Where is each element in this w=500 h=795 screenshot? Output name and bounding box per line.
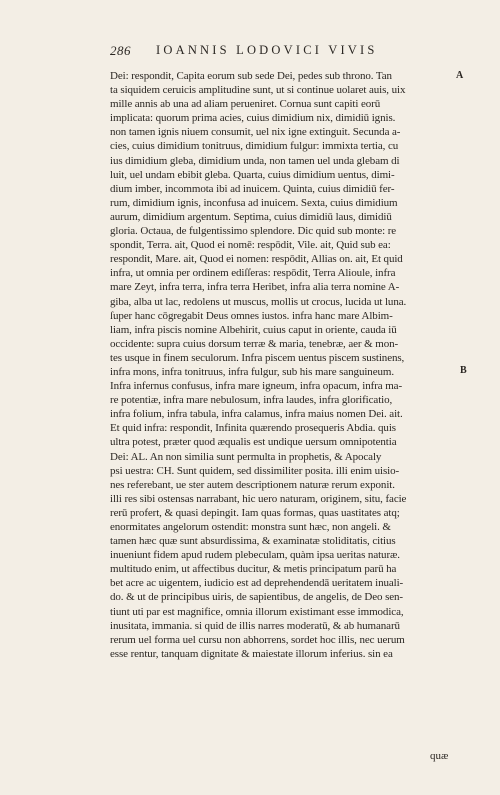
margin-note-b: B [460,365,467,376]
text-line: non tamen ignis niuem consumit, uel nix igne extinguit. Secunda a- [110,126,401,139]
text-line: aurum, dimidium argentum. Septima, cuius dimidiū laus, dimidiū [110,210,392,223]
text-line: Et quid infra: respondit, Infinita quærendo prosequeris Abdia. quis [110,422,396,435]
text-line: cies, cuius dimidium tonitruus, dimidium fulgur: immixta tertia, cu [110,140,399,153]
running-title: IOANNIS LODOVICI VIVIS [156,43,378,57]
text-line: multitudo enim, ut affectibus ducitur, & metis principatum parū ha [110,563,397,576]
text-line [110,661,454,675]
text-line: Dei: AL. An non similia sunt permulta in prophetis, & Apocaly [110,450,382,463]
text-line: infra, ut omnia per ordinem ediſſeras: respōdit, Terra Alioule, infra [110,267,396,280]
text-line: Dei: respondit, Capita eorum sub sede Dei, pedes sub throno. Tan [110,70,392,82]
text-line: dium imber, incommota ibi ad inuicem. Quinta, cuius dimidiū fer- [110,182,395,195]
text-line: rum, dimidium ignis, inconfusa ad inuicem. Sexta, cuius dimidium [110,196,398,209]
text-line: enormitates angelorum ostendit: monstra sunt hæc, non angeli. & [110,521,391,533]
text-line: do. & ut de principibus uiris, de sapientibus, de angelis, de Deo sen- [110,591,403,604]
margin-note-a: A [456,70,464,81]
body-text [110,69,454,675]
page-header [110,43,460,59]
text-line: respondit, Mare. ait, Quod ei nomen: respōdit, Allias on. ait, Et quid [110,253,403,266]
text-line: rerū profert, & quasi depingit. Iam quas formas, quas uastitates atq; [110,506,400,519]
catchword: quæ [430,750,449,762]
text-line: ſuper hanc cōgregabit Deus omnes iustos. infra hanc mare Albim- [110,309,393,322]
text-line: esse rentur, tanquam dignitate & maiestate illorum inferius. sin ea [110,647,393,660]
text-line: infra folium, infra tabula, infra calamus, infra maius nomen Dei. ait. [110,408,403,421]
text-line: inueniunt fidem apud rudem plebeculam, quàm ipsa ueritas naturæ. [110,549,400,562]
text-line: nes referebant, ue ster autem descriptionem naturæ rerum exponit. [110,478,395,491]
text-line: bet acre ac uigentem, iudicio est ad deprehendendā ueritatem inuali- [110,577,404,590]
text-line: implicata: quorum prima acies, cuius dimidium nix, dimidiū ignis. [110,112,396,125]
text-line: illi res sibi ostensas narrabant, hic uero naturam, originem, situ, facie [110,492,407,505]
text-line: Infra infernus confusus, infra mare igneum, infra opacum, infra ma- [110,380,403,393]
text-line: rerum uel forma uel cursu non abhorrens, sordet hoc illis, nec uerum [110,633,405,646]
text-line: giba, alba ut lac, redolens ut muscus, mollis ut crocus, lucida ut luna. [110,295,407,308]
text-line: psi uestra: CH. Sunt quidem, sed dissimiliter posita. illi enim uisio- [110,464,400,477]
text-line: ultra potest, præter quod æqualis est undique uersum omnipotentia [110,436,397,449]
text-line: mare Zeyt, infra terra, infra terra Heribet, infra alia terra nomine A- [110,281,400,294]
page-number: 286 [110,43,131,58]
text-line: ius dimidium gleba, dimidium unda, non tamen uel unda glebam di [110,154,400,167]
text-line: inusitata, immania. si quid de illis narres moderatū, & ab humanarū [110,619,400,632]
text-line: mille annis ab una ad aliam perueniret. Cornua sunt capiti eorū [110,98,381,111]
text-line: luit, uel undam ebibit gleba. Quarta, cuius dimidium uentus, dimi- [110,168,395,181]
text-line: occidente: supra cuius dorsum terræ & maria, tenebræ, aer & mon- [110,337,399,350]
text-line: gloria. Octaua, de fulgentissimo splendore. Dic quid sub monte: re [110,225,397,238]
text-line: infra mons, infra tonitruus, infra fulgur, sub his mare sanguineum. [110,365,394,378]
text-line: tiunt uti par est magnifice, omnia illorum existimant esse immodica, [110,605,404,618]
text-line: tamen hæc quæ sunt absurdissima, & examinatæ stoliditatis, citius [110,535,396,548]
text-line: liam, infra piscis nomine Albehirit, cuius caput in oriente, cauda iū [110,323,397,336]
text-line: spondit, Terra. ait, Quod ei nomē: respōdit, Vile. ait, Quid sub ea: [110,239,391,252]
text-line: ta siquidem ceruicis amplitudine sunt, ut si continue uolaret auis, uix [110,84,406,97]
text-line: re potentiæ, infra mare nebulosum, infra laudes, infra glorificatio, [110,394,393,407]
text-line: tes usque in finem seculorum. Infra piscem uentus piscem sustinens, [110,351,405,364]
